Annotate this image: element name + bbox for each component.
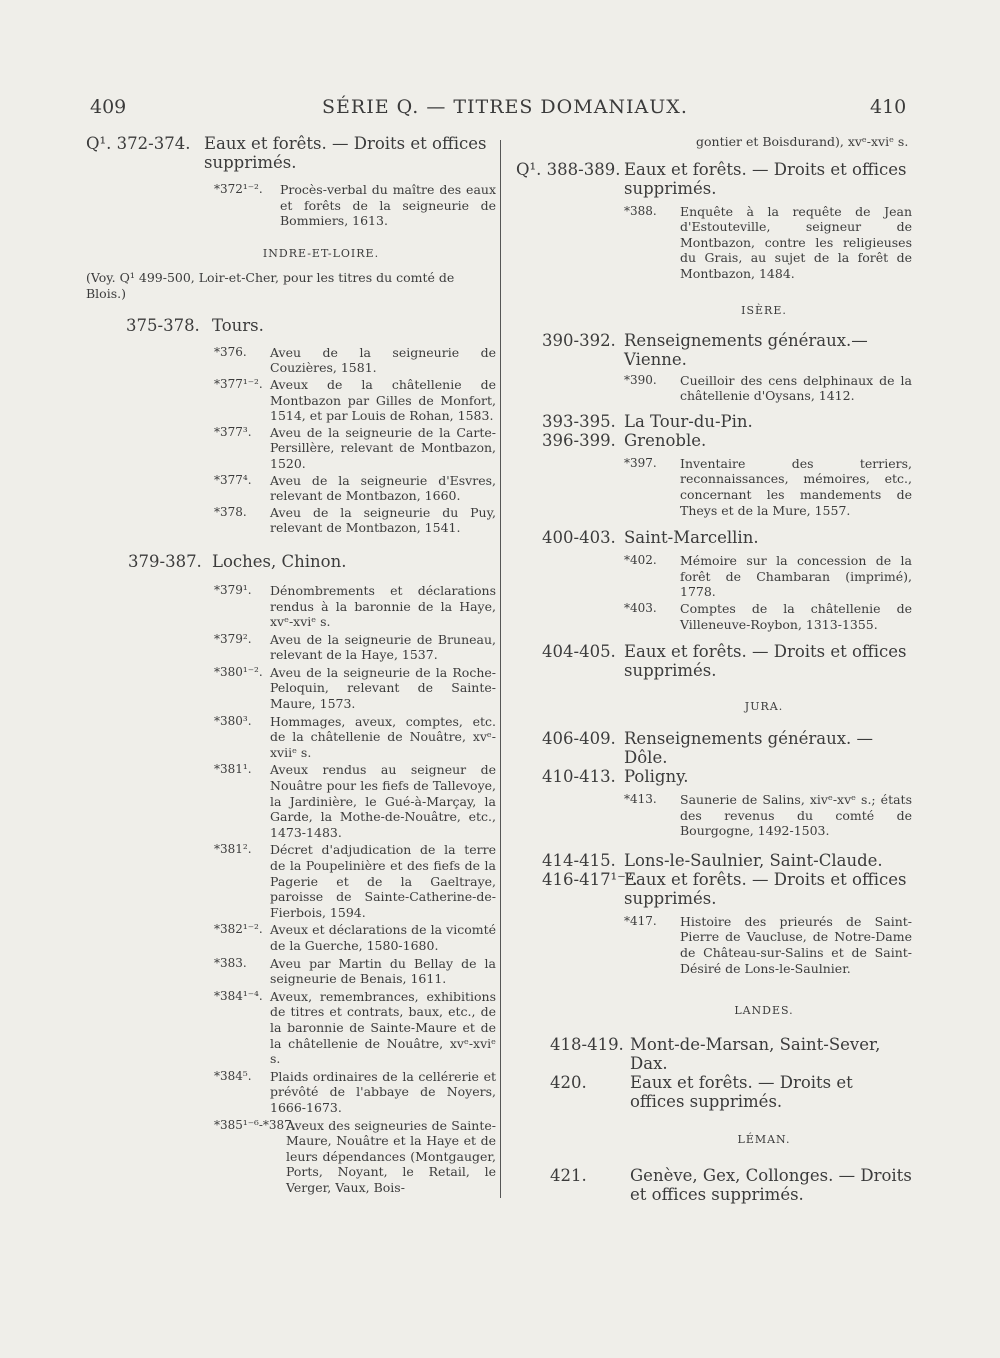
group-heading [516, 160, 912, 198]
entry-text: Aveu de la seigneurie d'Esvres, relevant de Montbazon, 1660. [270, 472, 496, 504]
group-heading [516, 642, 912, 680]
department-heading: INDRE-ET-LOIRE. [262, 246, 380, 260]
entry-text: Plaids ordinaires de la cellérerie et prévôté de l'abbaye de Noyers, 1666-1673. [270, 1068, 496, 1115]
entry [86, 762, 496, 840]
entry [516, 553, 912, 600]
entry-code: *380³. [214, 713, 252, 728]
entry [86, 922, 496, 953]
group-title: Eaux et forêts. — Droits et offices supprimés. [630, 1073, 853, 1112]
group-heading [516, 331, 912, 369]
group-title: Poligny. [624, 767, 689, 787]
entry [86, 842, 496, 920]
group-title: Genève, Gex, Collonges. — Droits et offices supprimés. [630, 1166, 912, 1205]
entry [516, 601, 912, 632]
group-title: Grenoble. [624, 430, 707, 450]
entry-text: Aveu de la seigneurie de Bruneau, relevant de la Haye, 1537. [270, 631, 496, 663]
entry [86, 505, 496, 536]
entry [516, 914, 912, 976]
entry [86, 1069, 496, 1116]
group-number: 379-387. [128, 551, 202, 571]
entry-text: Cueilloir des cens delphinaux de la châtellenie d'Oysans, 1412. [680, 372, 912, 404]
cross-reference: (Voy. Q¹ 499-500, Loir-et-Cher, pour les titres du comté de Blois.) [86, 269, 455, 301]
group-number: 390-392. [542, 330, 616, 350]
group-title: Renseignements généraux. — Dôle. [624, 729, 874, 768]
group-heading [516, 528, 912, 547]
entry-code: *383. [214, 955, 247, 970]
group-heading [86, 134, 496, 172]
entry-text: Décret d'adjudication de la terre de la Poupelinière et des fiefs de la Pagerie et de la Gaeltraye, paroisse de Sainte-Catherine-de-Fierbois, 1594. [270, 842, 496, 920]
group-heading [516, 412, 912, 431]
entry [86, 1118, 496, 1196]
group-number: 416-417¹⁻². [542, 869, 638, 889]
entry-code: *377⁴. [214, 472, 252, 487]
group-number: 421. [550, 1166, 587, 1186]
entry-text: Inventaire des terriers, reconnaissances, mémoires, etc., concernant les mandements de Theys et de la Mure, 1557. [680, 455, 912, 518]
entry-text: Aveu de la seigneurie de la Carte-Persillère, relevant de Montbazon, 1520. [270, 424, 496, 471]
entry-text: Aveu de la seigneurie de Couzières, 1581. [270, 344, 496, 376]
group-title: Renseignements généraux.—Vienne. [624, 330, 868, 369]
entry-code: *379². [214, 631, 252, 646]
entry-text: Histoire des prieurés de Saint-Pierre de Vaucluse, de Notre-Dame de Château-sur-Salins et de Saint-Désiré de Lons-le-Saulnier. [680, 913, 912, 976]
column-divider [500, 140, 501, 1198]
entry [86, 182, 496, 229]
department-heading: LANDES. [734, 1004, 794, 1018]
entry-code: *417. [624, 913, 657, 928]
entry-text: Enquête à la requête de Jean d'Estouteville, seigneur de Montbazon, contre les religieuses du Grais, au sujet de la forêt de Montbazon, 1484. [680, 203, 912, 281]
entry-code: *378. [214, 504, 247, 519]
entry-text: Aveux de la châtellenie de Montbazon par Gilles de Monfort, 1514, et par Louis de Rohan, 1583. [270, 376, 496, 424]
entry [516, 204, 912, 282]
entry [86, 473, 496, 504]
entry-text: Saunerie de Salins, xivᵉ-xvᵉ s.; états des revenus du comté de Bourgogne, 1492-1503. [680, 792, 912, 839]
entry-text: Aveu de la seigneurie de la Roche-Peloquin, relevant de Sainte-Maure, 1573. [270, 664, 496, 712]
page-number-right: 410 [870, 96, 907, 118]
entry-code: *403. [624, 600, 657, 615]
page-number-left: 409 [90, 96, 127, 118]
group-number: 414-415. [542, 850, 616, 870]
entry-code: *377³. [214, 424, 252, 439]
entry-code: *384¹⁻⁴. [214, 988, 263, 1003]
group-title: Eaux et forêts. — Droits et offices supprimés. [624, 642, 907, 681]
group-number: 420. [550, 1073, 587, 1093]
right-column [516, 134, 912, 1204]
entry [86, 956, 496, 987]
entry-code: *381¹. [214, 762, 252, 777]
group-heading [86, 552, 496, 571]
entry-text: Comptes de la châtellenie de Villeneuve-Roybon, 1313-1355. [680, 600, 912, 632]
group-title: Loches, Chinon. [212, 551, 347, 571]
group-number: 396-399. [542, 430, 616, 450]
entry-code: *380¹⁻². [214, 664, 263, 679]
group-title: Mont-de-Marsan, Saint-Sever, Dax. [630, 1035, 881, 1074]
entry [516, 792, 912, 839]
entry-code: *372¹⁻². [214, 182, 263, 196]
group-heading [516, 431, 912, 450]
group-heading [516, 1035, 912, 1073]
group-number: 375-378. [126, 315, 200, 335]
group-heading [86, 316, 496, 335]
group-number: Q¹. 388-389. [516, 159, 621, 179]
group-title: Lons-le-Saulnier, Saint-Claude. [624, 850, 883, 870]
group-number: 400-403. [542, 528, 616, 548]
entry-text: Aveux des seigneuries de Sainte-Maure, Nouâtre et la Haye et de leurs dépendances (Montgauger, Ports, Noyant, le Retail, le Verger, Vaux, Bois- [286, 1117, 496, 1195]
entry-text: Aveux, remembrances, exhibitions de titres et contrats, baux, etc., de la baronnie de Sainte-Maure et de la châtellenie de Nouâtre, xvᵉ-xviᵉ s. [270, 988, 496, 1067]
department-heading: ISÈRE. [741, 303, 787, 317]
left-column [86, 134, 496, 1195]
entry-code: *385¹⁻⁶-*387. [214, 1117, 296, 1132]
entry-code: *381². [214, 842, 252, 857]
entry-text: Aveu par Martin du Bellay de la seigneurie de Benais, 1611. [270, 955, 496, 987]
entry-code: *413. [624, 792, 657, 807]
group-heading [516, 729, 912, 767]
group-title: Eaux et forêts. — Droits et offices supprimés. [204, 134, 487, 172]
entry-code: *377¹⁻². [214, 376, 263, 391]
entry [516, 373, 912, 404]
entry-text: Dénombrements et déclarations rendus à la baronnie de la Haye, xvᵉ-xviᵉ s. [270, 582, 496, 630]
group-title: Eaux et forêts. — Droits et offices supprimés. [624, 869, 907, 908]
entry-code: *402. [624, 553, 657, 568]
group-number: 393-395. [542, 411, 616, 431]
entry-text: Procès-verbal du maître des eaux et forêts de la seigneurie de Bommiers, 1613. [280, 182, 496, 229]
entry [86, 345, 496, 376]
group-heading [516, 1073, 912, 1111]
entry [86, 714, 496, 761]
entry [86, 583, 496, 630]
entry [86, 425, 496, 472]
group-heading [516, 870, 912, 908]
entry [86, 632, 496, 663]
entry [86, 665, 496, 712]
group-number: 406-409. [542, 729, 616, 749]
entry-code: *384⁵. [214, 1068, 252, 1083]
group-number: Q¹. 372-374. [86, 134, 191, 153]
group-title: Tours. [212, 315, 264, 335]
entry [86, 377, 496, 424]
entry-code: *388. [624, 203, 657, 218]
entry-text: Aveux et déclarations de la vicomté de la Guerche, 1580-1680. [270, 922, 496, 953]
group-title: La Tour-du-Pin. [624, 411, 753, 431]
entry-code: *382¹⁻². [214, 922, 263, 937]
group-number: 404-405. [542, 642, 616, 662]
entry-text: Aveux rendus au seigneur de Nouâtre pour les fiefs de Tallevoye, la Jardinière, le Gué-à-Marçay, la Garde, la Mothe-de-Nouâtre, etc., 1473-1483. [270, 762, 496, 840]
group-heading [516, 767, 912, 786]
entry [86, 989, 496, 1067]
department-heading: LÉMAN. [737, 1133, 791, 1147]
entry-continuation: gontier et Boisdurand), xvᵉ-xviᵉ s. [696, 134, 909, 149]
entry [516, 456, 912, 518]
entry-code: *390. [624, 372, 657, 387]
running-title: SÉRIE Q. — TITRES DOMANIAUX. [322, 96, 688, 118]
group-heading [516, 1166, 912, 1204]
group-title: Eaux et forêts. — Droits et offices supprimés. [624, 159, 907, 198]
entry-text: Aveu de la seigneurie du Puy, relevant de Montbazon, 1541. [270, 504, 496, 536]
group-number: 418-419. [550, 1035, 624, 1055]
entry-text: Hommages, aveux, comptes, etc. de la châtellenie de Nouâtre, xvᵉ-xviiᵉ s. [270, 713, 496, 760]
department-heading: JURA. [744, 700, 784, 714]
group-heading [516, 851, 912, 870]
entry-text: Mémoire sur la concession de la forêt de Chambaran (imprimé), 1778. [680, 553, 912, 600]
group-number: 410-413. [542, 767, 616, 787]
entry-code: *397. [624, 455, 657, 470]
entry-code: *376. [214, 344, 247, 359]
entry-code: *379¹. [214, 582, 252, 597]
group-title: Saint-Marcellin. [624, 528, 759, 548]
